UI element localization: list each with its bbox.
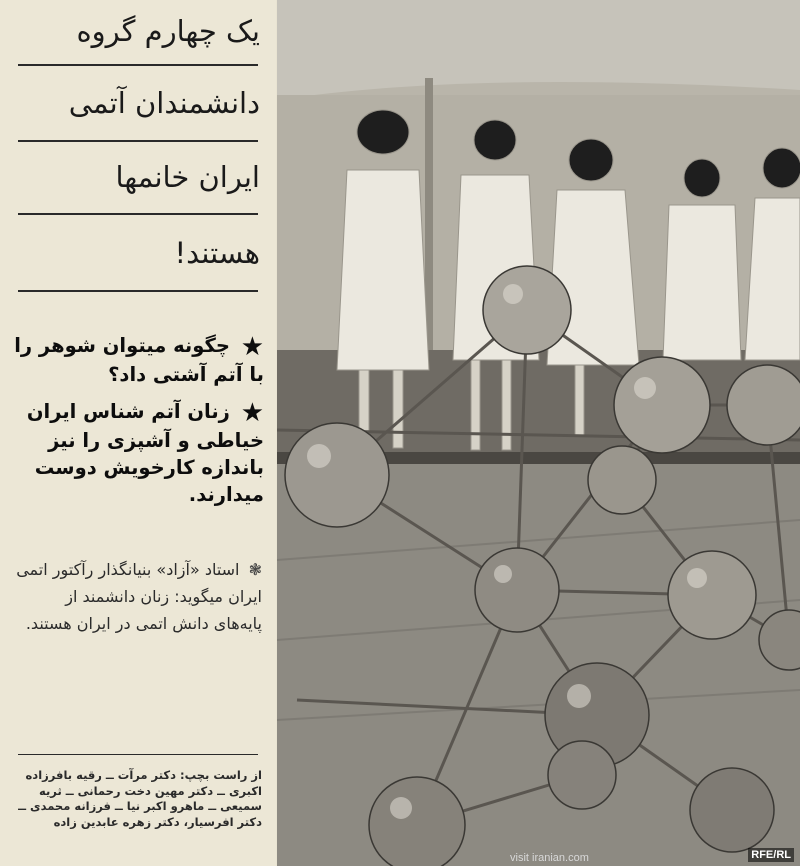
divider-rule xyxy=(18,64,258,66)
photo-caption: از راست بچپ: دکتر مرآت ــ رقیه بافرزاده اکبری ــ دکتر مهین دخت رحمانی ــ ثریه سمیعی ــ ماهرو اکبر نیا ــ فرزانه محمدی ــ دکتر افرسیار، دکتر زهره عابدین زاده xyxy=(18,768,262,829)
atom-model-photo xyxy=(277,0,800,866)
bullet-item-2 xyxy=(12,398,264,508)
star-icon: ★ xyxy=(240,332,264,362)
bullet-text-1: چگونه میتوان شوهر را با آتم آشتی داد؟ xyxy=(14,334,264,386)
site-caption: visit iranian.com xyxy=(510,852,589,864)
headline-line-1: یک چهارم گروه xyxy=(76,14,260,48)
quote-paragraph xyxy=(14,556,262,637)
headline-line-4: هستند! xyxy=(174,236,260,270)
photo-illustration xyxy=(277,0,800,866)
flower-asterisk-icon: ❃ xyxy=(248,560,262,579)
rferl-watermark: RFE/RL xyxy=(748,848,794,862)
star-icon: ★ xyxy=(240,398,264,428)
article-text-column xyxy=(0,0,276,866)
headline-line-3: ایران خانمها xyxy=(115,160,260,194)
headline-line-2: دانشمندان آتمی xyxy=(68,86,260,120)
divider-rule xyxy=(18,754,258,755)
bullet-text-2: زنان آتم شناس ایران خیاطی و آشپزی را نیز باندازه کارخویش دوست میدارند. xyxy=(26,400,264,506)
bullet-item-1 xyxy=(12,332,264,388)
divider-rule xyxy=(18,213,258,215)
quote-text: استاد «آزاد» بنیانگذار رآکتور اتمی ایران میگوید: زنان دانشمند از پایه‌های دانش اتمی در ایران هستند. xyxy=(16,560,262,633)
divider-rule xyxy=(18,140,258,142)
divider-rule xyxy=(18,290,258,292)
